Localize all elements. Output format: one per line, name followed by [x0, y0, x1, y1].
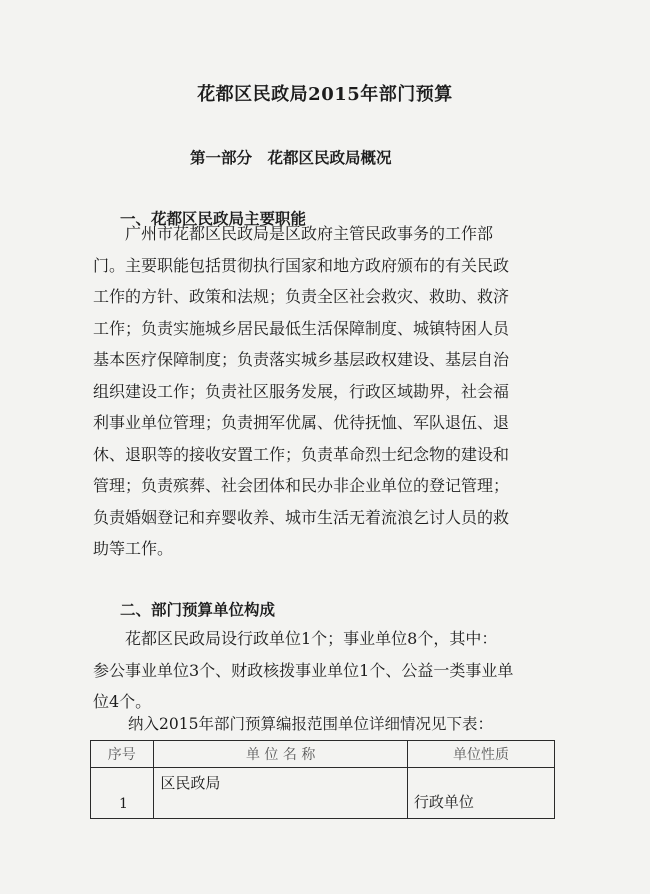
paragraph-line: 广州市花都区民政局是区政府主管民政事务的工作部 [93, 224, 494, 243]
table-row [91, 768, 555, 819]
section-heading-units: 二、部门预算单位构成 [120, 600, 276, 619]
paragraph-line: 负责婚姻登记和弃婴收养、城市生活无着流浪乞讨人员的救 [93, 507, 510, 527]
paragraph-line: 助等工作。 [93, 539, 174, 558]
paragraph-line: 参公事业单位3个、财政核拨事业单位1个、公益一类事业单 [93, 660, 514, 680]
paragraph-line: 工作；负责实施城乡居民最低生活保障制度、城镇特困人员 [93, 318, 510, 338]
part-subtitle: 第一部分 花都区民政局概况 [190, 148, 392, 167]
units-paragraph [93, 623, 553, 718]
row-unit-name: 区民政局 [154, 768, 408, 819]
header-unit-name: 单 位 名 称 [154, 741, 408, 768]
paragraph-line: 组织建设工作；负责社区服务发展，行政区域勘界，社会福 [93, 381, 510, 401]
paragraph-line: 工作的方针、政策和法规；负责全区社会救灾、救助、救济 [93, 287, 510, 306]
paragraph-line: 管理；负责殡葬、社会团体和民办非企业单位的登记管理； [93, 476, 510, 495]
table-header-row [91, 741, 555, 768]
paragraph-line: 门。主要职能包括贯彻执行国家和地方政府颁布的有关民政 [93, 255, 510, 275]
paragraph-line: 利事业单位管理；负责拥军优属、优待抚恤、军队退伍、退 [93, 413, 510, 432]
table-intro: 纳入2015年部门预算编报范围单位详细情况见下表： [128, 715, 493, 733]
section-heading-functions: 一、花都区民政局主要职能 [120, 209, 307, 228]
paragraph-line: 基本医疗保障制度；负责落实城乡基层政权建设、基层自治 [93, 350, 510, 369]
paragraph-line: 花都区民政局设行政单位1个；事业单位8个，其中： [93, 629, 498, 648]
row-unit-type: 行政单位 [407, 768, 554, 819]
header-unit-type: 单位性质 [407, 741, 554, 768]
paragraph-line: 位4个。 [93, 692, 152, 711]
functions-paragraph [93, 218, 553, 565]
document-title: 花都区民政局2015年部门预算 [197, 84, 453, 105]
units-table [90, 740, 555, 819]
row-index: 1 [91, 768, 154, 819]
paragraph-line: 休、退职等的接收安置工作；负责革命烈士纪念物的建设和 [93, 444, 510, 464]
header-index: 序号 [91, 741, 154, 768]
